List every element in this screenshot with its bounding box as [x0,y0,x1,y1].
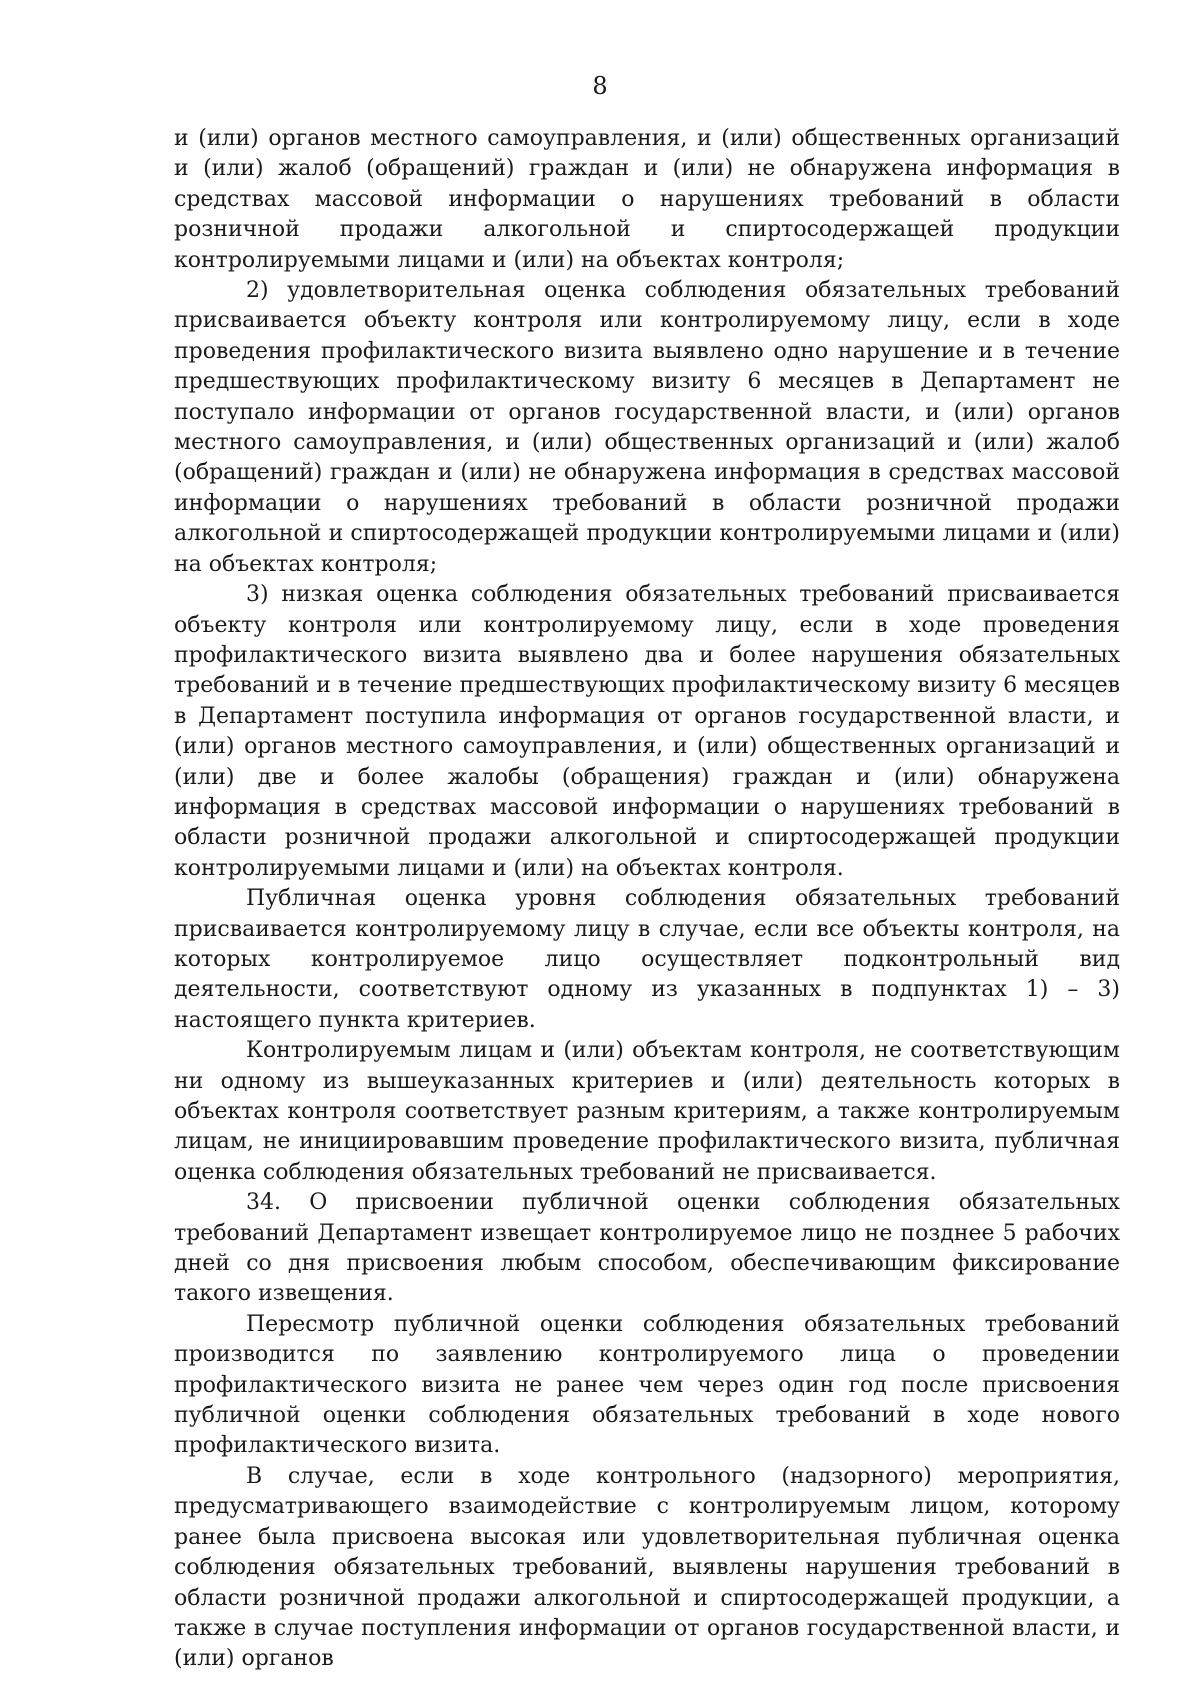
paragraph-public-assessment: Публичная оценка уровня соблюдения обязательных требований присваивается контролируемому лицу в случае, если все объекты контроля, на которых контролируемое лицо осуществляет подконтрольный вид деятельности, соответствуют одному из указанных в подпунктах 1) – 3) настоящего пункта критериев. [174,886,1120,1033]
paragraph-revision: Пересмотр публичной оценки соблюдения обязательных требований производится по заявлению контролируемого лица о проведении профилактического визита не ранее чем через один год после присвоения публичной оценки соблюдения обязательных требований в ходе нового профилактического визита. [174,1311,1120,1459]
paragraph-item-3: 3) низкая оценка соблюдения обязательных требований присваивается объекту контроля или контролируемому лицу, если в ходе проведения профилактического визита выявлено два и более нарушения обязательных требований и в течение предшествующих профилактическому визиту 6 месяцев в Департамент поступила информация от органов государственной власти, и (или) органов местного самоуправления, и (или) общественных организаций и (или) две и более жалобы (обращения) граждан и (или) обнаружена информация в средствах массовой информации о нарушениях требований в области розничной продажи алкогольной и спиртосодержащей продукции контролируемыми лицами и (или) на объектах контроля. [174,582,1120,881]
page-number: 8 [592,72,608,100]
paragraph-violation-case: В случае, если в ходе контрольного (надзорного) мероприятия, предусматривающего взаимодействие с контролируемым лицом, которому ранее была присвоена высокая или удовлетворительная публичная оценка соблюдения обязательных требований, выявлены нарушения требований в области розничной продажи алкогольной и спиртосодержащей продукции, а также в случае поступления информации от органов государственной власти, и (или) органов [174,1463,1120,1672]
document-body [174,124,1120,1675]
paragraph-clause-34: 34. О присвоении публичной оценки соблюдения обязательных требований Департамент извещает контролируемое лицо не позднее 5 рабочих дней со дня присвоения любым способом, обеспечивающим фиксирование такого извещения. [174,1190,1120,1307]
paragraph-item-2: 2) удовлетворительная оценка соблюдения обязательных требований присваивается объекту контроля или контролируемому лицу, если в ходе проведения профилактического визита выявлено одно нарушение и в течение предшествующих профилактическому визиту 6 месяцев в Департамент не поступало информации от органов государственной власти, и (или) органов местного самоуправления, и (или) общественных организаций и (или) жалоб (обращений) граждан и (или) не обнаружена информация в средствах массовой информации о нарушениях требований в области розничной продажи алкогольной и спиртосодержащей продукции контролируемыми лицами и (или) на объектах контроля; [174,278,1120,577]
paragraph-continuation: и (или) органов местного самоуправления, и (или) общественных организаций и (или) жалоб (обращений) граждан и (или) не обнаружена информация в средствах массовой информации о нарушениях требований в области розничной продажи алкогольной и спиртосодержащей продукции контролируемыми лицами и (или) на объектах контроля; [174,126,1120,273]
paragraph-not-assigned: Контролируемым лицам и (или) объектам контроля, не соответствующим ни одному из вышеуказанных критериев и (или) деятельность которых в объектах контроля соответствует разным критериям, а также контролируемым лицам, не инициировавшим проведение профилактического визита, публичная оценка соблюдения обязательных требований не присваивается. [174,1038,1120,1185]
